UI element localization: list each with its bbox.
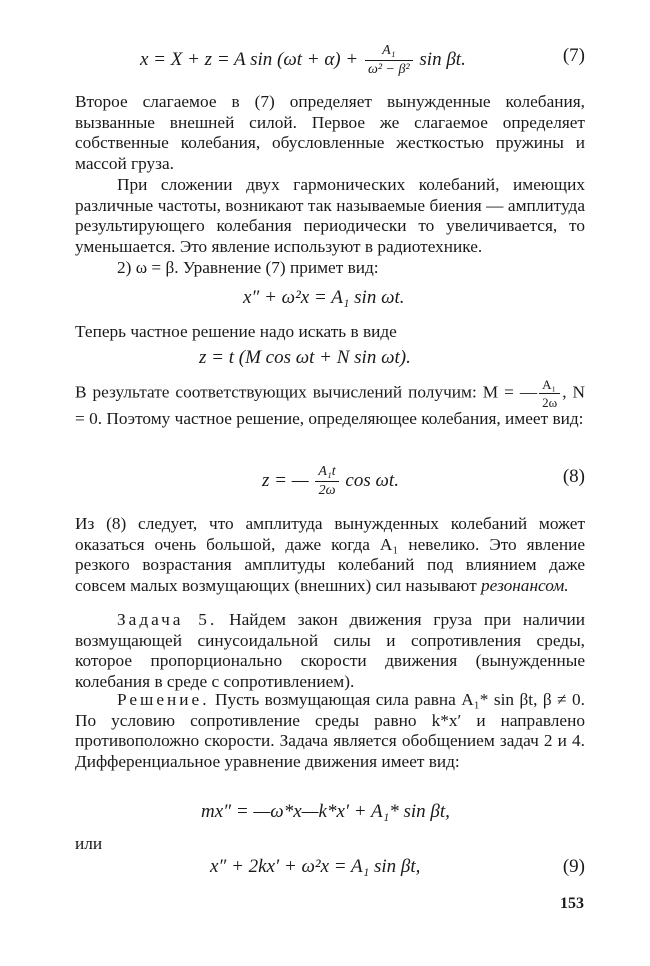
eq8-right: cos ωt. xyxy=(345,469,399,491)
eq7-frac-num: A₁ xyxy=(365,44,413,61)
paragraph-beats: При сложении двух гармонических колебаний, имеющих различные частоты, возникают так называемые биения — амплитуда результирующего колебания периодически то увеличивается, то уменьшается. Это явление используют в радиотехнике. xyxy=(75,175,585,256)
eq7-left: x = X + z = A sin (ωt + α) + xyxy=(140,48,359,70)
equation-case-2: x″ + ω²x = A₁ sin ωt. xyxy=(243,287,405,308)
eq8-frac-num: A₁t xyxy=(315,465,338,482)
eq7-frac-den: ω² − β² xyxy=(367,62,410,77)
equation-9: x″ + 2kx′ + ω²x = A₁ sin βt, xyxy=(210,856,421,877)
p4-fraction xyxy=(539,378,560,409)
equation-z: z = t (M cos ωt + N sin ωt). xyxy=(199,347,411,368)
p5-text: Из (8) следует, что амплитуда вынужденных колебаний может оказаться очень большой, даже когда A₁ невелико. Это явление резкого возрастания амплитуды колебаний под влиянием даже совсем малых возмущающих (внешних) сил называют xyxy=(75,514,585,595)
p4-frac-num: A₁ xyxy=(539,378,560,394)
solution-text: Пусть возмущающая сила равна A₁* sin βt, β ≠ 0. По условию сопротивление среды равно k*x′ и направлено противоположно скорости. Задача является обобщением задач 2 и 4. Дифференциальное уравнение движения имеет вид: xyxy=(75,690,585,771)
eq7-fraction xyxy=(365,44,413,77)
eq8-number: (8) xyxy=(562,466,585,487)
eq8-fraction xyxy=(315,465,338,498)
task-5-label: Задача 5. xyxy=(117,610,218,629)
paragraph-resonance xyxy=(75,514,585,596)
case-2-heading: 2) ω = β. Уравнение (7) примет вид: xyxy=(117,258,379,277)
eq9-number: (9) xyxy=(562,856,585,877)
page-number: 153 xyxy=(560,895,584,912)
solution-label: Решение. xyxy=(117,690,210,709)
eq8-frac-den: 2ω xyxy=(318,483,336,498)
equation-7 xyxy=(140,44,466,77)
equation-mx: mx″ = —ω*x—k*x′ + A₁* sin βt, xyxy=(201,801,450,822)
eq7-number: (7) xyxy=(562,45,585,66)
paragraph-solution xyxy=(75,690,585,772)
paragraph-forced-vibrations: Второе слагаемое в (7) определяет вынужденные колебания, вызванные внешней силой. Первое же слагаемое определяет собственные колебания, обусловленные жесткостью пружины и массой груза. xyxy=(75,92,585,173)
word-or: или xyxy=(75,834,103,853)
eq8-left: z = — xyxy=(262,469,309,491)
resonance-term: резонансом. xyxy=(481,575,569,595)
eq7-right: sin βt. xyxy=(419,48,466,70)
task-5-text: Найдем закон движения груза при наличии возмущающей синусоидальной силы и сопротивления среды, которое пропорционально скорости движения (вынужденные колебания в среде с сопротивлением). xyxy=(75,610,586,691)
p4-frac-den: 2ω xyxy=(542,395,558,410)
equation-8 xyxy=(262,465,399,498)
p4-text-a: В результате соответствующих вычислений получим: M = — xyxy=(75,382,538,402)
paragraph-particular-solution: Теперь частное решение надо искать в виде xyxy=(75,322,397,341)
paragraph-task-5 xyxy=(75,610,585,692)
p4-text-b: , N = 0. Поэтому частное решение, определяющее колебания, имеет вид: xyxy=(75,382,585,428)
paragraph-result xyxy=(75,378,585,430)
